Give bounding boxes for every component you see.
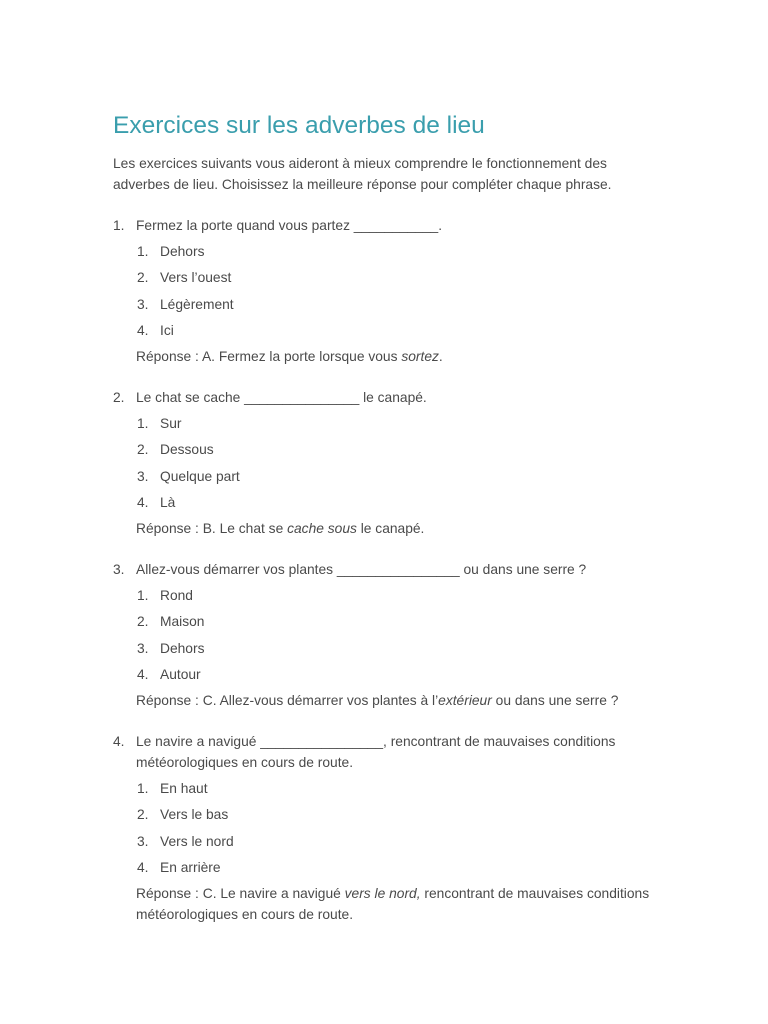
answer-emphasis: sortez	[401, 348, 439, 364]
option-label: Maison	[160, 614, 205, 630]
answer-before: Réponse : C. Le navire a navigué	[136, 885, 345, 901]
answer-after: le canapé.	[356, 520, 425, 536]
option-number: 2.	[137, 270, 149, 286]
answer-before: Réponse : A. Fermez la porte lorsque vous	[136, 348, 402, 364]
answer-after: rencontrant de mauvaises conditions météorologiques en cours de route.	[136, 885, 650, 922]
question-1	[113, 215, 653, 367]
question-text-row	[113, 387, 653, 408]
answer-text	[113, 346, 653, 367]
question-text: Le chat se cache _______________ le canapé.	[136, 390, 427, 405]
option-item	[113, 638, 653, 659]
option-item	[113, 492, 653, 513]
question-text: Fermez la porte quand vous partez ___________.	[136, 218, 443, 233]
question-3	[113, 559, 653, 711]
option-label: Dehors	[160, 640, 205, 656]
option-number: 1.	[137, 781, 149, 797]
option-label: Dessous	[160, 442, 214, 458]
page-title: Exercices sur les adverbes de lieu	[113, 112, 485, 139]
intro-paragraph: Les exercices suivants vous aideront à mieux comprendre le fonctionnement des adverbes de lieu. Choisissez la meilleure réponse pour compléter chaque phrase.	[113, 156, 612, 192]
question-number: 3.	[113, 562, 125, 577]
question-number: 4.	[113, 734, 125, 749]
option-label: Légèrement	[160, 296, 234, 312]
question-number: 1.	[113, 218, 125, 233]
option-list	[113, 585, 653, 685]
option-number: 4.	[137, 859, 149, 875]
option-number: 3.	[137, 296, 149, 312]
option-item	[113, 585, 653, 606]
question-number: 2.	[113, 390, 125, 405]
option-number: 2.	[137, 442, 149, 458]
option-item	[113, 439, 653, 460]
option-label: Rond	[160, 588, 193, 604]
option-item	[113, 294, 653, 315]
option-label: En haut	[160, 781, 208, 797]
option-item	[113, 413, 653, 434]
option-label: Vers le bas	[160, 807, 229, 823]
answer-after: .	[438, 348, 443, 364]
question-4	[113, 731, 653, 925]
answer-emphasis: vers le nord,	[344, 885, 421, 901]
answer-text	[113, 883, 653, 925]
option-label: En arrière	[160, 859, 221, 875]
option-item	[113, 466, 653, 487]
answer-text	[113, 690, 653, 711]
option-number: 4.	[137, 666, 149, 682]
option-number: 4.	[137, 494, 149, 510]
option-number: 2.	[137, 807, 149, 823]
option-label: Là	[160, 494, 176, 510]
answer-after: ou dans une serre ?	[491, 692, 619, 708]
option-item	[113, 267, 653, 288]
answer-emphasis: extérieur	[438, 692, 492, 708]
question-text-row	[113, 215, 653, 236]
answer-before: Réponse : C. Allez-vous démarrer vos plantes à l’	[136, 692, 439, 708]
answer-emphasis: cache sous	[287, 520, 357, 536]
option-list	[113, 413, 653, 513]
question-text-row	[113, 559, 653, 580]
option-item	[113, 611, 653, 632]
option-label: Vers le nord	[160, 833, 234, 849]
option-item	[113, 778, 653, 799]
option-list	[113, 241, 653, 341]
option-number: 4.	[137, 322, 149, 338]
option-item	[113, 320, 653, 341]
option-list	[113, 778, 653, 878]
option-item	[113, 804, 653, 825]
option-number: 3.	[137, 640, 149, 656]
option-label: Dehors	[160, 244, 205, 260]
option-label: Sur	[160, 416, 182, 432]
option-label: Vers l’ouest	[160, 270, 232, 286]
question-text: Allez-vous démarrer vos plantes ________________ ou dans une serre ?	[136, 562, 587, 577]
option-number: 3.	[137, 833, 149, 849]
question-text: Le navire a navigué ________________, rencontrant de mauvaises conditions météorologiques en cours de route.	[136, 734, 616, 770]
option-label: Autour	[160, 666, 201, 682]
option-number: 2.	[137, 614, 149, 630]
option-item	[113, 831, 653, 852]
option-item	[113, 664, 653, 685]
answer-text	[113, 518, 653, 539]
option-item	[113, 241, 653, 262]
option-number: 3.	[137, 468, 149, 484]
answer-before: Réponse : B. Le chat se	[136, 520, 288, 536]
option-number: 1.	[137, 416, 149, 432]
option-label: Ici	[160, 322, 174, 338]
question-2	[113, 387, 653, 539]
question-text-row	[113, 731, 653, 773]
option-label: Quelque part	[160, 468, 240, 484]
option-item	[113, 857, 653, 878]
option-number: 1.	[137, 244, 149, 260]
option-number: 1.	[137, 588, 149, 604]
